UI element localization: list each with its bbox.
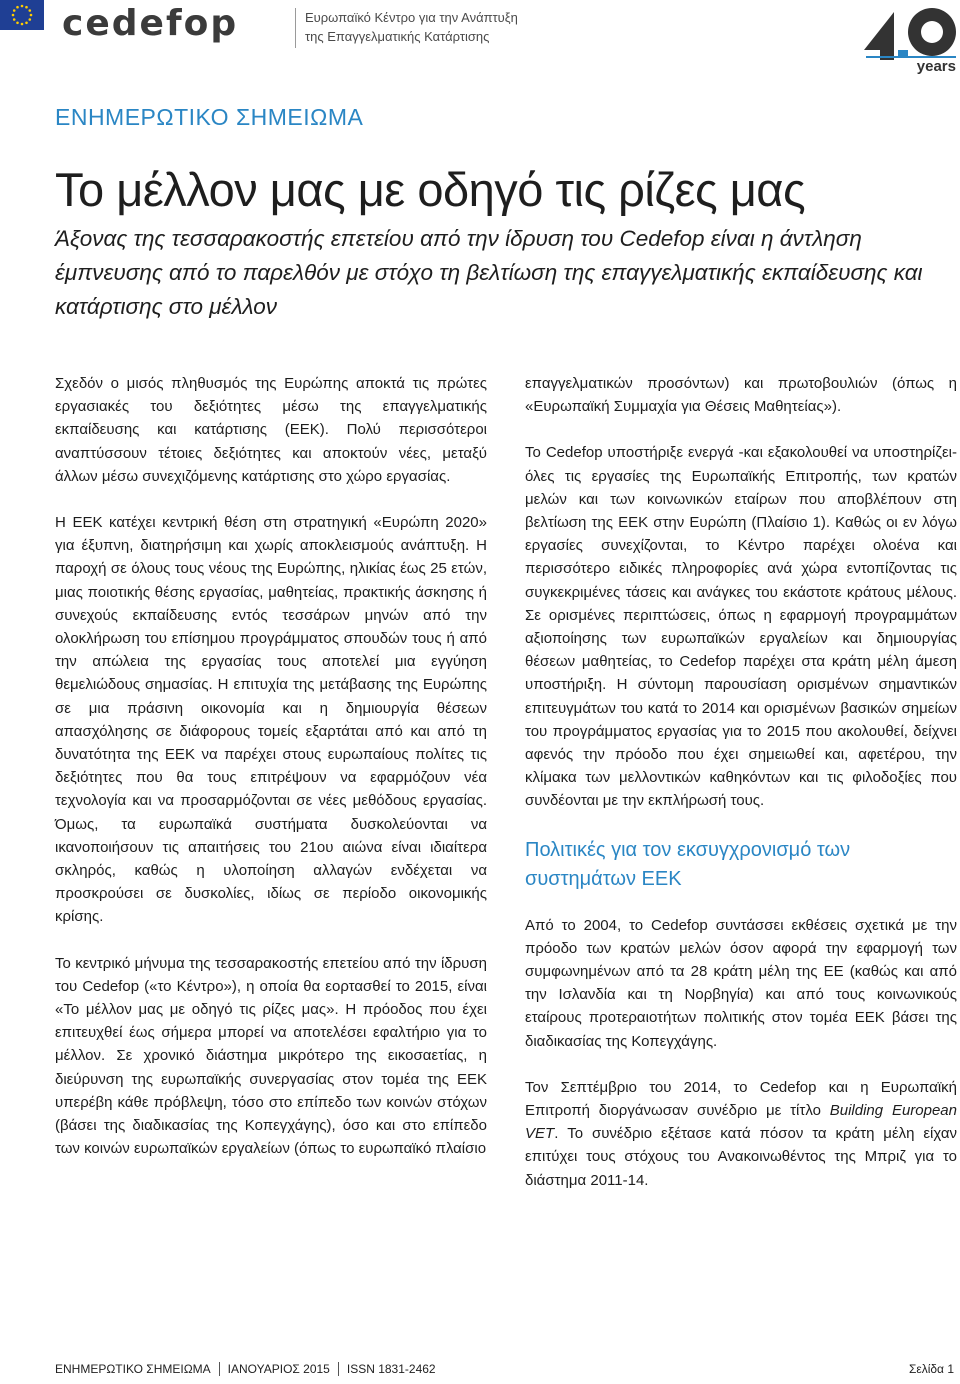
body-paragraph: επαγγελματικών προσόντων) και πρωτοβουλιών (όπως η «Ευρωπαϊκή Συμμαχία για Θέσεις Μαθητείας»). bbox=[525, 375, 957, 416]
cedefop-logo: cedefop bbox=[62, 3, 239, 44]
section-heading: Πολιτικές για τον εκσυγχρονισμό των συστημάτων ΕΕΚ bbox=[525, 838, 851, 890]
right-column bbox=[525, 372, 957, 1192]
left-column bbox=[55, 372, 487, 1161]
agency-tagline bbox=[305, 8, 518, 46]
conference-title: Building European VET bbox=[525, 1102, 957, 1143]
footer-date: ΙΑΝΟΥΑΡΙΟΣ 2015 bbox=[227, 1362, 330, 1376]
tagline-line-2: της Επαγγελματικής Κατάρτισης bbox=[305, 29, 490, 44]
eu-flag-icon bbox=[0, 0, 44, 30]
document-type-label: ΕΝΗΜΕΡΩΤΙΚΟ ΣΗΜΕΙΩΜΑ bbox=[55, 104, 364, 130]
page-title: Το μέλλον μας με οδηγό τις ρίζες μας bbox=[55, 163, 806, 216]
body-paragraph: Από το 2004, το Cedefop συντάσσει εκθέσεις σχετικά με την πρόοδο των κρατών μελών όσον αφορά την εφαρμογή των συμφωνημένων από τα 28 κράτη μέλη της ΕΕ (καθώς και από την Ισλανδία και τη Νορβηγία) και από τους κοινωνικούς εταίρους προτεραιοτήτων πολιτικής στον τομέα ΕΕΚ βάσει της διαδικασίας της Κοπεγχάγης. bbox=[525, 916, 957, 1050]
paragraph-text: Τον Σεπτέμβριο του 2014, το Cedefop και η Ευρωπαϊκή Επιτροπή διοργάνωσαν συνέδριο με τίτλο bbox=[525, 1078, 957, 1120]
paragraph-text: . Το συνέδριο εξέτασε κατά πόσον τα κράτη μέλη είχαν επιτύχει τους στόχους του Ανακοινωθέντος της Μπριζ για το διάστημα 2011-14. bbox=[525, 1125, 957, 1189]
body-paragraph: Σχεδόν ο μισός πληθυσμός της Ευρώπης αποκτά τις πρώτες εργασιακές του δεξιότητες μέσω της επαγγελματικής εκπαίδευσης και κατάρτισης (ΕΕΚ). Πολύ περισσότεροι αναπτύσσουν τέτοιες δεξιότητες και αποκτούν νέες, μεταξύ άλλων μέσω συνεχιζόμενης κατάρτισης στο χώρο εργασίας. bbox=[55, 375, 487, 485]
footer-doc-type: ΕΝΗΜΕΡΩΤΙΚΟ ΣΗΜΕΙΩΜΑ bbox=[55, 1362, 211, 1376]
header-divider bbox=[295, 8, 296, 48]
body-paragraph bbox=[525, 1076, 957, 1192]
body-paragraph: Το κεντρικό μήνυμα της τεσσαρακοστής επετείου από την ίδρυση του Cedefop («το Κέντρο»), η οποία θα εορτασθεί το 2015, είναι «Το μέλλον μας με οδηγό τις ρίζες μας». Η πρόοδος που έχει επιτευχθεί έως σήμερα μπορεί να αποτελέσει εφαλτήριο για το μέλλον. Σε χρονικό διάστημα μικρότερο της εικοσαετίας, η διεύρυνση της ευρωπαϊκής συνεργασίας στον τομέα της ΕΕΚ υπερέβη κάθε πρόβλεψη, τόσο στο επίπεδο των κοινών στόχων (βάσει της διαδικασίας της Κοπεγχάγης), όσο και στο επίπεδο των κοινών ευρωπαϊκών εργαλείων (όπως το ευρωπαϊκό πλαίσιο bbox=[55, 954, 487, 1158]
body-paragraph: Το Cedefop υποστήριξε ενεργά -και εξακολουθεί να υποστηρίζει- όλες τις εργασίες της Ευρωπαϊκής Επιτροπής, των κρατών μελών και των κοινωνικών εταίρων που αποβλέπουν στη βελτίωση της ΕΕΚ στην Ευρώπη (Πλαίσιο 1). Καθώς οι εν λόγω εργασίες συνεχίζονται, το Κέντρο παρέχει ολοένα και περισσότερο ειδικές πληροφορίες ανά χώρα εντοπίζοντας τις συγκεκριμένες τάσεις και ανάγκες του εκάστοτε κράτους μέλους. Σε ορισμένες περιπτώσεις, όπως η εφαρμογή προγραμμάτων αξιοποίησης των ευρωπαϊκών εργαλείων και δημιουργίας θέσεων μαθητείας, το Cedefop παρέχει στα κράτη μέλη άμεση υποστήριξη. Η σύντομη παρουσίαση ορισμένων σημαντικών επιτευγμάτων του κατά το 2014 και ορισμένων βασικών σημείων του προγράμματος εργασίας για το 2015 που ακολουθεί, δείχνει αφενός την πρόοδο που έχει σημειωθεί και, αφετέρου, την κλίμακα των μελλοντικών καθηκόντων και τις φιλοδοξίες που συνδέονται με την εκπλήρωσή τους. bbox=[525, 444, 957, 810]
footer-divider bbox=[338, 1362, 339, 1376]
footer-issn: ISSN 1831-2462 bbox=[346, 1362, 436, 1376]
page-number: Σελίδα 1 bbox=[908, 1362, 954, 1376]
page-subtitle: Άξονας της τεσσαρακοστής επετείου από την ίδρυση του Cedefop είναι η άντληση έμπνευσης από το παρελθόν με στόχο τη βελτίωση της επαγγελματικής εκπαίδευσης και κατάρτισης στο μέλλον bbox=[55, 226, 923, 319]
body-paragraph: Η ΕΕΚ κατέχει κεντρική θέση στη στρατηγική «Ευρώπη 2020» για έξυπνη, διατηρήσιμη και χωρίς αποκλεισμούς ανάπτυξη. Η παροχή σε όλους τους νέους της Ευρώπης, ηλικίας έως 25 ετών, μιας ποιοτικής θέσης εργασίας, μαθητείας, πρακτικής άσκησης ή συνεχούς εκπαίδευσης εντός τεσσάρων μηνών από την ολοκλήρωση του επίσημου προγράμματος σπουδών τους ή από την απώλεια της εργασίας τους αποτελεί μια εγγύηση θεμελιώδους σημασίας. Η επιτυχία της μετάβασης της Ευρώπης σε μια πράσινη οικονομία και η δημιουργία θέσεων απασχόλησης σε διάφορους τομείς εξαρτάται από και από τη δυνατότητα της ΕΕΚ να παρέχει στους ευρωπαίους πολίτες τις δεξιότητες που θα τους επιτρέψουν να εφαρμόζουν νέα τεχνολογία και να προσαρμόζονται σε νέες μεθόδους εργασίας. Όμως, τα ευρωπαϊκά συστήματα δυσκολεύονται να ικανοποιήσουν τις απαιτήσεις του 21ου αιώνα είναι ιδιαίτερα σκληρός, καθώς η υλοποίηση αλλαγών ενδέχεται να προσκρούσει σε δυσκολίες, ιδίως σε περίοδο οικονομικής κρίσης. bbox=[55, 514, 487, 926]
footer-divider bbox=[219, 1362, 220, 1376]
tagline-line-1: Ευρωπαϊκό Κέντρο για την Ανάπτυξη bbox=[305, 10, 518, 25]
anniversary-years-label: years bbox=[916, 58, 956, 75]
page-footer bbox=[55, 1362, 436, 1376]
page-header bbox=[0, 0, 960, 80]
